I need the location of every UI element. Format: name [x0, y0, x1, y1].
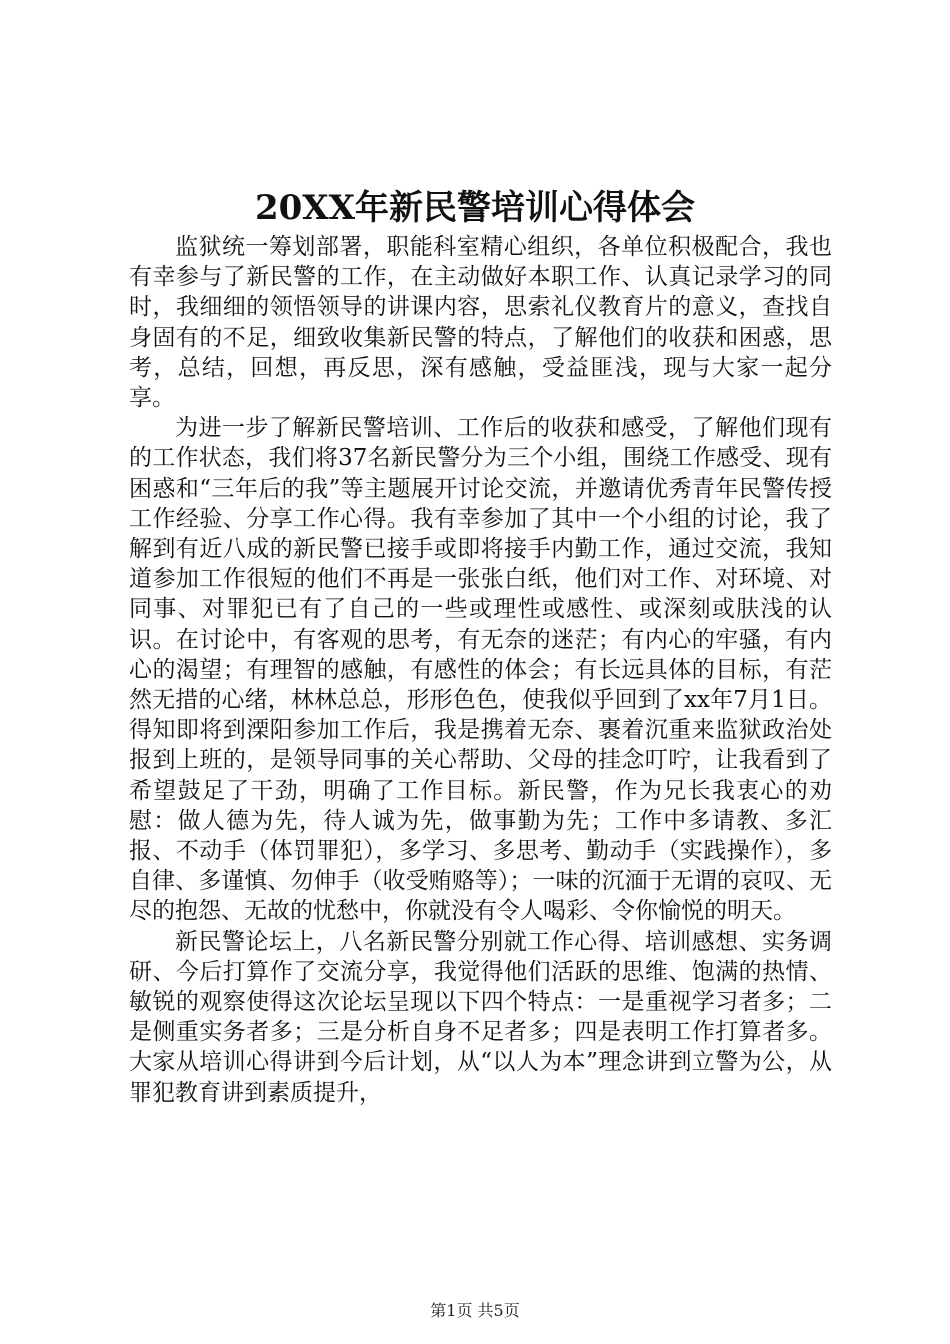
- paragraph-1: 监狱统一筹划部署，职能科室精心组织，各单位积极配合，我也有幸参与了新民警的工作，在主动做好本职工作、认真记录学习的同时，我细细的领悟领导的讲课内容，思索礼仪教育片的意义，查找自身固有的不足，细致收集新民警的特点，了解他们的收获和困惑，思考，总结，回想，再反思，深有感触，受益匪浅，现与大家一起分享。: [129, 234, 832, 412]
- paragraph-3: 新民警论坛上，八名新民警分别就工作心得、培训感想、实务调研、今后打算作了交流分享，我觉得他们活跃的思维、饱满的热情、敏锐的观察使得这次论坛呈现以下四个特点：一是重视学习者多；二是侧重实务者多；三是分析自身不足者多；四是表明工作打算者多。大家从培训心得讲到今后计划，从“以人为本”理念讲到立警为公，从罪犯教育讲到素质提升，: [129, 928, 832, 1106]
- document-body: [129, 232, 832, 1108]
- paragraph-2: 为进一步了解新民警培训、工作后的收获和感受，了解他们现有的工作状态，我们将37名新民警分为三个小组，围绕工作感受、现有困惑和“三年后的我”等主题展开讨论交流，并邀请优秀青年民警传授工作经验、分享工作心得。我有幸参加了其中一个小组的讨论，我了解到有近八成的新民警已接手或即将接手内勤工作，通过交流，我知道参加工作很短的他们不再是一张张白纸，他们对工作、对环境、对同事、对罪犯已有了自己的一些或理性或感性、或深刻或肤浅的认识。在讨论中，有客观的思考，有无奈的迷茫；有内心的牢骚，有内心的渴望；有理智的感触，有感性的体会；有长远具体的目标，有茫然无措的心绪，林林总总，形形色色，使我似乎回到了xx年7月1日。得知即将到溧阳参加工作后，我是携着无奈、裹着沉重来监狱政治处报到上班的，是领导同事的关心帮助、父母的挂念叮咛，让我看到了希望鼓足了干劲，明确了工作目标。新民警，作为兄长我衷心的劝慰：做人德为先，待人诚为先，做事勤为先；工作中多请教、多汇报、不动手（体罚罪犯），多学习、多思考、勤动手（实践操作），多自律、多谨慎、勿伸手（收受贿赂等）；一味的沉湎于无谓的哀叹、无尽的抱怨、无故的忧愁中，你就没有令人喝彩、令你愉悦的明天。: [129, 415, 832, 925]
- page-footer: 第1页 共5页: [430, 1301, 520, 1320]
- document-title: 20XX年新民警培训心得体会: [254, 188, 696, 228]
